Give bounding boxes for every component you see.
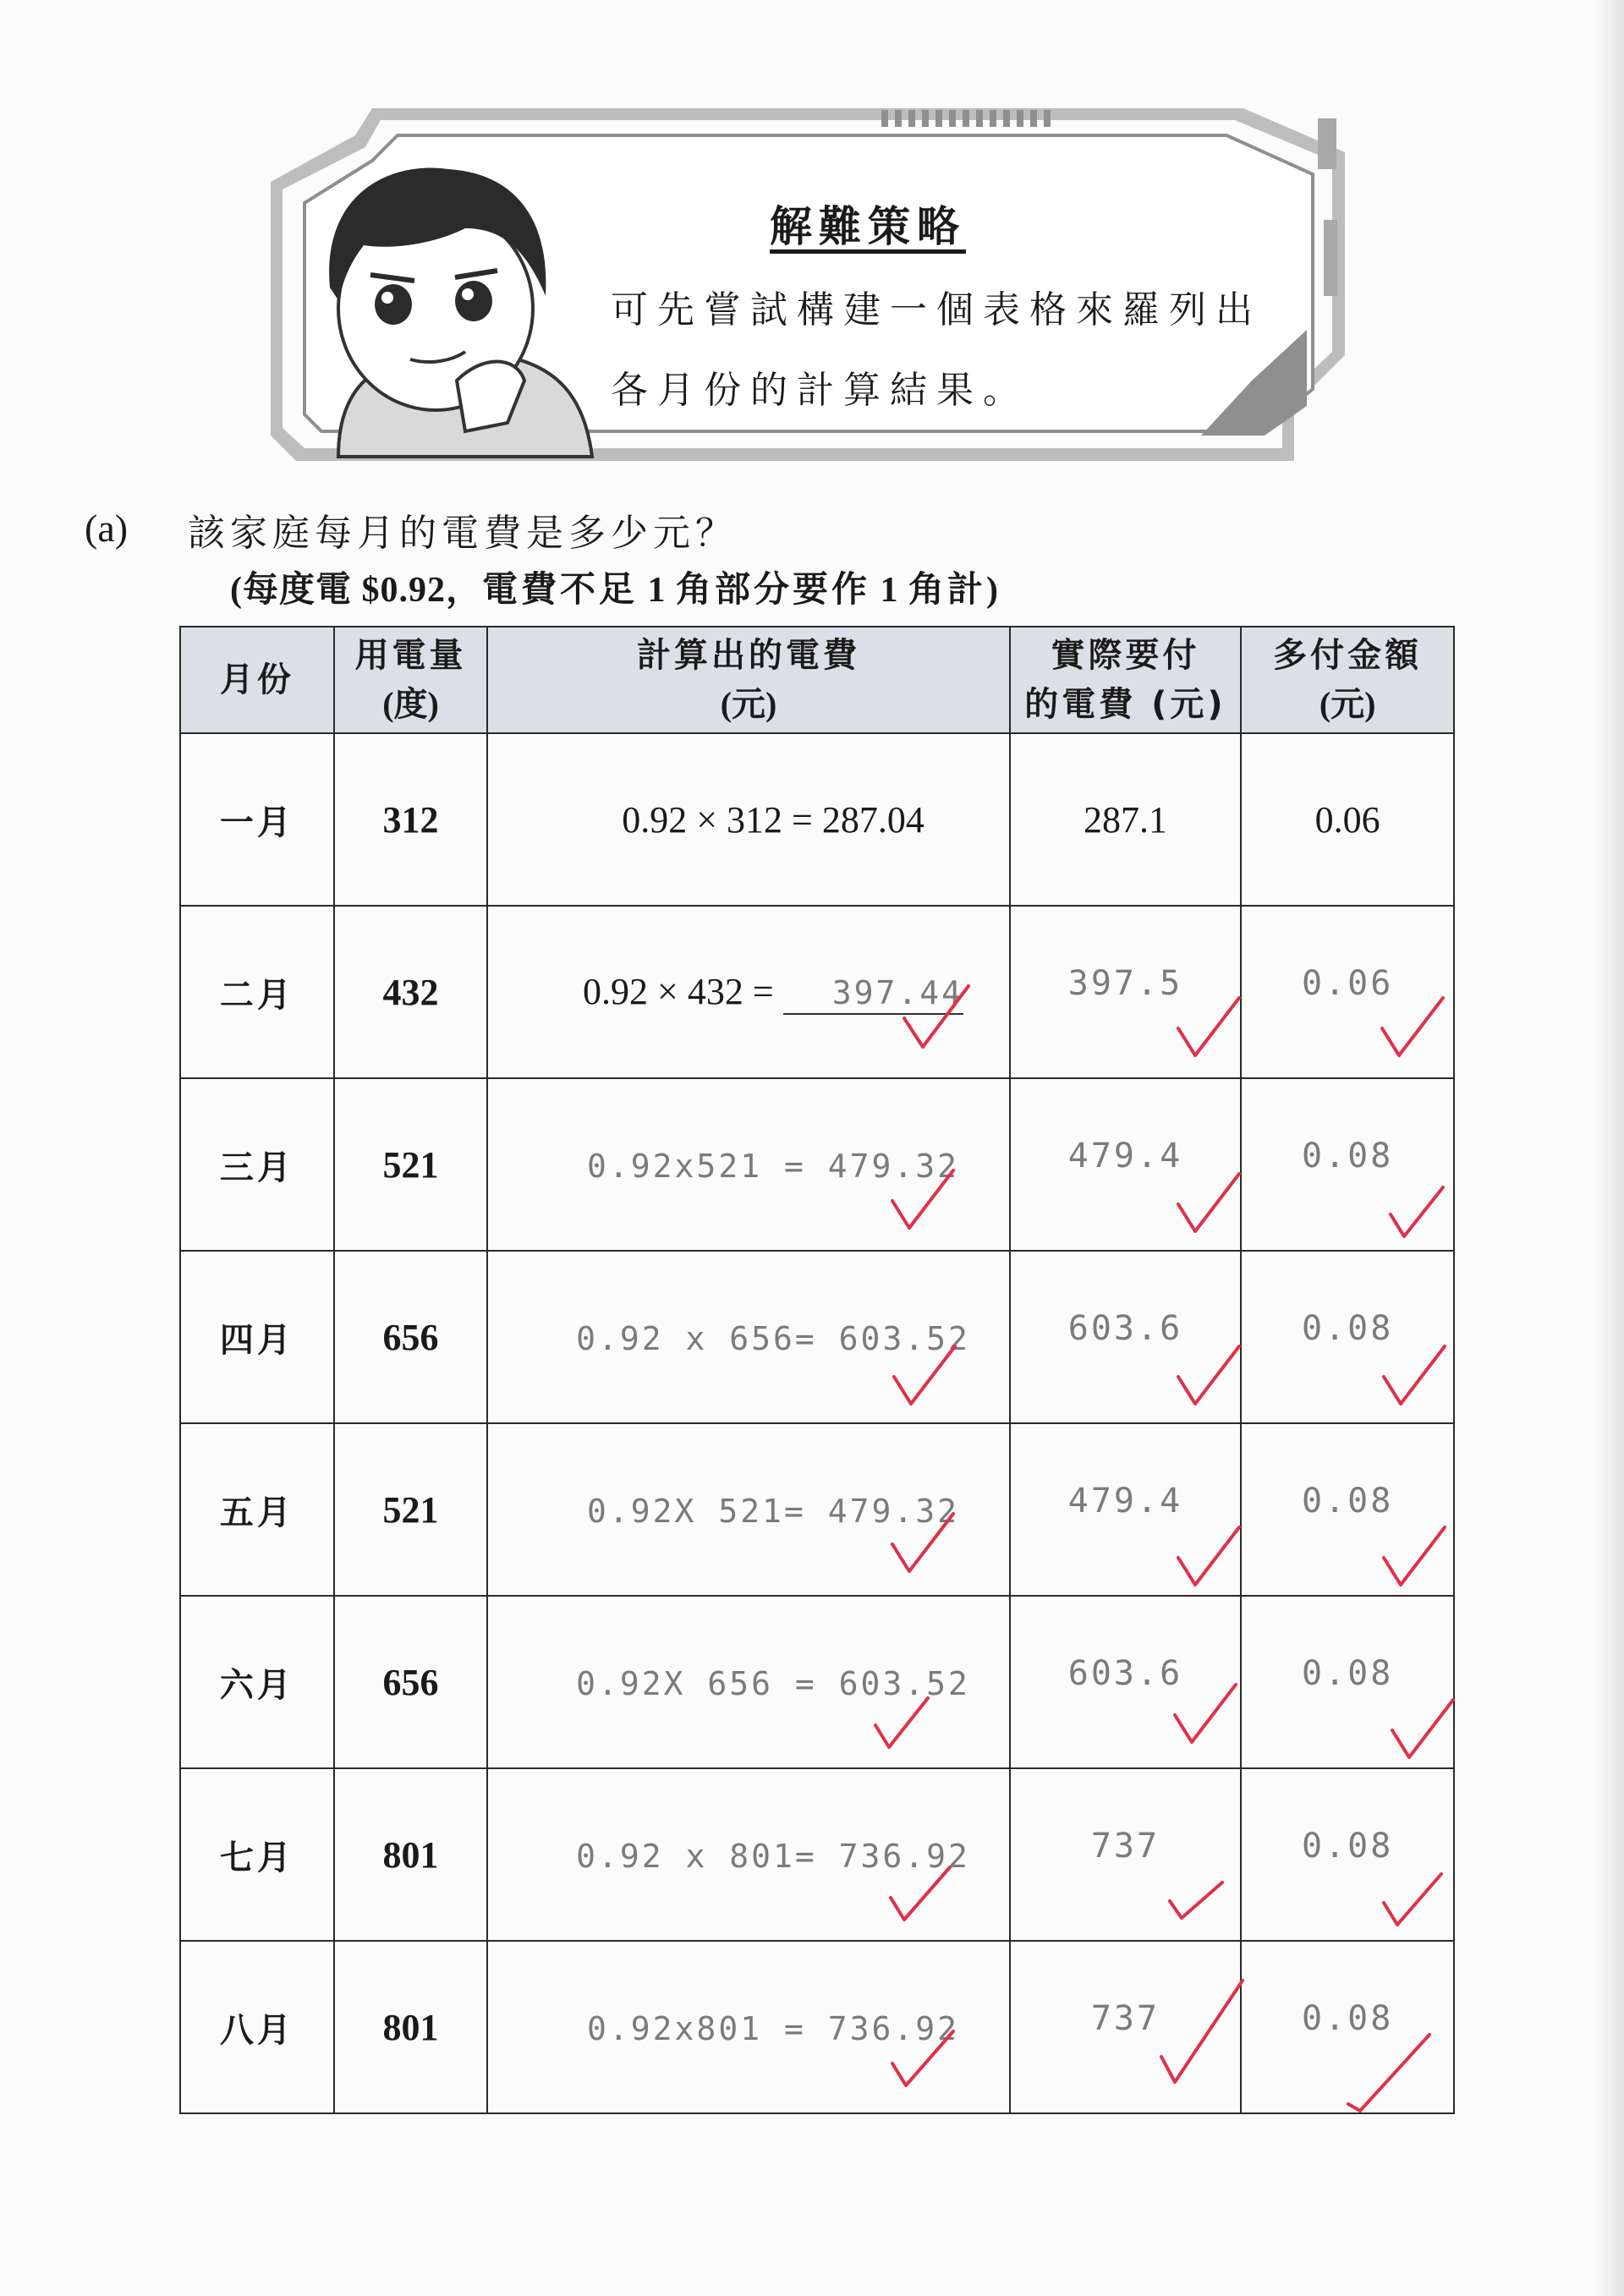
table-row <box>180 1941 1454 2113</box>
check-mark-icon <box>869 1685 945 1761</box>
actual-value: 603.6 <box>1067 1309 1183 1348</box>
extra-cell <box>1241 1423 1454 1596</box>
check-mark-icon <box>886 1160 962 1236</box>
extra-value: 0.08 <box>1301 1482 1394 1521</box>
actual-value: 737 <box>1090 1999 1160 2038</box>
actual-cell <box>1010 1251 1242 1423</box>
question-label: (a) <box>85 507 129 550</box>
calc-handwritten: 0.92x521 = 479.32 <box>587 1147 959 1185</box>
check-mark-icon <box>1171 1164 1248 1240</box>
header-actual-fee: 實際要付 的電費 (元) <box>1010 627 1242 733</box>
electricity-fee-table <box>179 626 1455 2114</box>
extra-cell <box>1241 1941 1454 2113</box>
extra-value: 0.08 <box>1301 1309 1394 1348</box>
usage-cell: 656 <box>334 1251 488 1423</box>
actual-value: 479.4 <box>1067 1137 1183 1175</box>
extra-cell <box>1241 906 1454 1078</box>
table-row <box>180 1251 1454 1423</box>
month-cell: 八月 <box>180 1941 334 2113</box>
usage-cell: 432 <box>334 906 488 1078</box>
calc-handwritten: 0.92 x 656= 603.52 <box>576 1319 970 1357</box>
note-part-1: 電費不足 <box>482 568 639 610</box>
extra-value: 0.08 <box>1301 1999 1394 2038</box>
note-num-2: 1 <box>880 571 899 610</box>
header-month: 月份 <box>180 627 334 733</box>
table-row <box>180 733 1454 906</box>
strategy-line-2: 各月份的計算結果。 <box>611 369 1029 412</box>
calc-cell <box>487 906 1009 1078</box>
usage-cell: 801 <box>334 1768 488 1941</box>
month-cell: 四月 <box>180 1251 334 1423</box>
actual-cell <box>1010 906 1242 1078</box>
strategy-line-1: 可先嘗試構建一個表格來羅列出 <box>611 288 1262 332</box>
month-cell: 三月 <box>180 1078 334 1251</box>
table-row <box>180 1078 1454 1251</box>
calc-cell <box>487 1078 1009 1251</box>
actual-cell <box>1010 1596 1242 1768</box>
extra-cell <box>1241 1596 1454 1768</box>
month-cell: 六月 <box>180 1596 334 1768</box>
extra-value: 0.08 <box>1301 1827 1394 1866</box>
extra-value: 0.06 <box>1301 964 1394 1003</box>
check-mark-icon <box>1171 1517 1248 1593</box>
calc-cell <box>487 1251 1009 1423</box>
note-num-1: 1 <box>647 571 667 610</box>
check-mark-icon <box>887 1336 963 1412</box>
calc-handwritten: 0.92 x 801= 736.92 <box>576 1837 970 1875</box>
month-cell: 一月 <box>180 733 334 906</box>
extra-cell <box>1241 1251 1454 1423</box>
calc-cell <box>487 1423 1009 1596</box>
check-mark-icon <box>1171 1336 1248 1412</box>
table-row <box>180 1768 1454 1941</box>
header-usage: 用電量 (度) <box>334 627 488 733</box>
header-extra-paid: 多付金額 (元) <box>1241 627 1454 733</box>
check-mark-icon <box>1377 1336 1453 1412</box>
calc-cell <box>487 1596 1009 1768</box>
table-row <box>180 906 1454 1078</box>
check-mark-icon <box>1375 988 1451 1064</box>
question-text: 該家庭每月的電費是多少元？ <box>188 512 738 555</box>
month-cell: 二月 <box>180 906 334 1078</box>
actual-cell <box>1010 1078 1242 1251</box>
extra-cell: 0.06 <box>1241 733 1454 906</box>
usage-cell: 521 <box>334 1423 488 1596</box>
check-mark-icon <box>1155 1975 1248 2094</box>
usage-cell: 656 <box>334 1596 488 1768</box>
check-mark-icon <box>1168 1674 1244 1751</box>
usage-cell: 312 <box>334 733 488 906</box>
table-row <box>180 1596 1454 1768</box>
actual-cell <box>1010 1768 1242 1941</box>
calc-cell <box>487 1768 1009 1941</box>
check-mark-icon <box>1385 1690 1462 1766</box>
month-cell: 七月 <box>180 1768 334 1941</box>
check-mark-icon <box>1335 2026 1436 2119</box>
calc-handwritten: 0.92x801 = 736.92 <box>587 2009 959 2047</box>
actual-value: 603.6 <box>1067 1654 1183 1693</box>
actual-value: 479.4 <box>1067 1482 1183 1521</box>
check-mark-icon <box>1384 1174 1460 1250</box>
actual-cell: 287.1 <box>1010 733 1242 906</box>
note-prefix: (每度電 $0.92， <box>230 571 482 610</box>
check-mark-icon <box>1171 988 1248 1064</box>
check-mark-icon <box>884 1857 960 1933</box>
extra-cell <box>1241 1078 1454 1251</box>
check-mark-icon <box>1377 1862 1453 1938</box>
check-mark-icon <box>1377 1517 1453 1593</box>
check-mark-icon <box>886 1504 962 1580</box>
calc-answer: 397.44 <box>831 973 963 1011</box>
strategy-banner <box>245 101 1362 474</box>
table-header-row <box>180 627 1454 733</box>
actual-cell <box>1010 1941 1242 2113</box>
extra-cell <box>1241 1768 1454 1941</box>
table-row <box>180 1423 1454 1596</box>
actual-value: 737 <box>1090 1827 1160 1866</box>
check-mark-icon <box>897 978 974 1054</box>
extra-value: 0.08 <box>1301 1137 1394 1175</box>
calc-prefix: 0.92 × 432 = <box>583 970 774 1012</box>
header-calc-fee: 計算出的電費 (元) <box>487 627 1009 733</box>
calc-text: 0.92 × 312 = 287.04 <box>622 798 924 841</box>
calc-cell <box>487 733 1009 906</box>
month-cell: 五月 <box>180 1423 334 1596</box>
calc-handwritten: 0.92X 656 = 603.52 <box>576 1664 970 1702</box>
note-part-3: 角計 <box>908 568 987 610</box>
actual-cell <box>1010 1423 1242 1596</box>
extra-value: 0.08 <box>1301 1654 1394 1693</box>
question-note <box>230 562 999 612</box>
usage-cell: 801 <box>334 1941 488 2113</box>
calc-handwritten: 0.92X 521= 479.32 <box>587 1492 959 1530</box>
note-part-2: 角部分要作 <box>676 568 871 610</box>
strategy-title: 解難策略 <box>770 202 966 251</box>
check-mark-icon <box>1163 1859 1239 1935</box>
check-mark-icon <box>886 2023 962 2099</box>
calc-cell <box>487 1941 1009 2113</box>
page-edge <box>1595 0 1624 2296</box>
usage-cell: 521 <box>334 1078 488 1251</box>
note-suffix: ) <box>986 571 1000 610</box>
actual-value: 397.5 <box>1067 964 1183 1003</box>
